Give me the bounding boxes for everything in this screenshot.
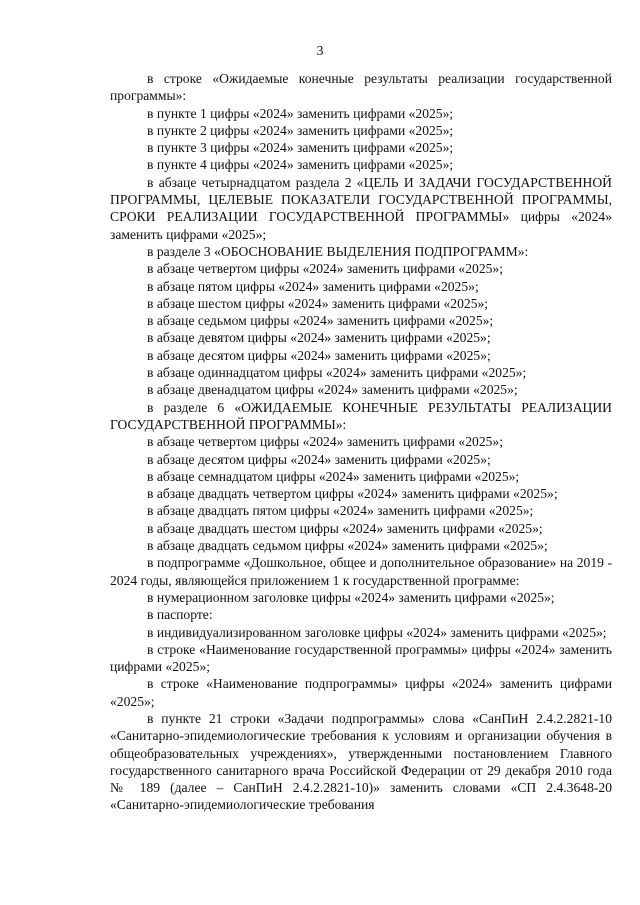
paragraph: в абзаце двадцать шестом цифры «2024» заменить цифрами «2025»; <box>147 520 543 536</box>
paragraph: в паспорте: <box>147 607 213 623</box>
page-number: 3 <box>316 44 324 59</box>
paragraph: в пункте 3 цифры «2024» заменить цифрами «2025»; <box>147 140 454 156</box>
paragraph: в пункте 1 цифры «2024» заменить цифрами «2025»; <box>147 105 454 121</box>
paragraph: в пункте 21 строки «Задачи подпрограммы» слова «СанПиН 2.4.2.2821-10 «Санитарно-эпидемиологические требования к условиям и организации обучения в общеобразовательных учреждениях», утвержденными постановлением Главного государственного санитарного врача Российской Федерации от 29 декабря 2010 года № 189 (далее – СанПиН 2.4.2.2821-10)» заменить словами «СП 2.4.3648-20 «Санитарно-эпидемиологические требования <box>110 710 612 813</box>
paragraph: в абзаце одиннадцатом цифры «2024» заменить цифрами «2025»; <box>147 365 527 381</box>
paragraph: в абзаце двадцать четвертом цифры «2024» заменить цифрами «2025»; <box>147 486 558 502</box>
paragraph: в абзаце девятом цифры «2024» заменить цифрами «2025»; <box>147 330 491 346</box>
paragraph: в абзаце десятом цифры «2024» заменить цифрами «2025»; <box>147 451 491 467</box>
paragraph: в строке «Наименование подпрограммы» цифры «2024» заменить цифрами «2025»; <box>110 676 612 709</box>
paragraph: в строке «Наименование государственной программы» цифры «2024» заменить цифрами «2025»; <box>110 641 612 675</box>
paragraph: в абзаце шестом цифры «2024» заменить цифрами «2025»; <box>147 295 489 311</box>
document-body <box>110 70 612 814</box>
paragraph: в строке «Ожидаемые конечные результаты реализации государственной программы»: <box>110 71 612 104</box>
paragraph: в абзаце двенадцатом цифры «2024» заменить цифрами «2025»; <box>147 382 518 398</box>
paragraph: в абзаце четырнадцатом раздела 2 «ЦЕЛЬ И ЗАДАЧИ ГОСУДАРСТВЕННОЙ ПРОГРАММЫ, ЦЕЛЕВЫЕ ПОКАЗАТЕЛИ ГОСУДАРСТВЕННОЙ ПРОГРАММЫ, СРОКИ РЕАЛИЗАЦИИ ГОСУДАРСТВЕННОЙ ПРОГРАММЫ» цифры «2024» заменить цифрами «2025»; <box>110 174 612 242</box>
paragraph: в абзаце седьмом цифры «2024» заменить цифрами «2025»; <box>147 313 494 329</box>
paragraph: в абзаце десятом цифры «2024» заменить цифрами «2025»; <box>147 347 491 363</box>
paragraph: в нумерационном заголовке цифры «2024» заменить цифрами «2025»; <box>147 589 555 605</box>
paragraph: в абзаце двадцать седьмом цифры «2024» заменить цифрами «2025»; <box>147 538 548 554</box>
paragraph: в абзаце двадцать пятом цифры «2024» заменить цифрами «2025»; <box>147 503 534 519</box>
paragraph: в абзаце семнадцатом цифры «2024» заменить цифрами «2025»; <box>147 468 520 484</box>
paragraph: в разделе 3 «ОБОСНОВАНИЕ ВЫДЕЛЕНИЯ ПОДПРОГРАММ»: <box>147 243 529 259</box>
paragraph: в абзаце четвертом цифры «2024» заменить цифрами «2025»; <box>147 434 503 450</box>
paragraph: в пункте 2 цифры «2024» заменить цифрами «2025»; <box>147 122 454 138</box>
paragraph: в абзаце четвертом цифры «2024» заменить цифрами «2025»; <box>147 261 503 277</box>
paragraph: в подпрограмме «Дошкольное, общее и дополнительное образование» на 2019 - 2024 годы, являющейся приложением 1 к государственной программе: <box>110 555 612 588</box>
paragraph: в пункте 4 цифры «2024» заменить цифрами «2025»; <box>147 157 454 173</box>
paragraph: в абзаце пятом цифры «2024» заменить цифрами «2025»; <box>147 278 479 294</box>
paragraph: в индивидуализированном заголовке цифры «2024» заменить цифрами «2025»; <box>147 624 607 640</box>
paragraph: в разделе 6 «ОЖИДАЕМЫЕ КОНЕЧНЫЕ РЕЗУЛЬТАТЫ РЕАЛИЗАЦИИ ГОСУДАРСТВЕННОЙ ПРОГРАММЫ»: <box>110 399 612 432</box>
